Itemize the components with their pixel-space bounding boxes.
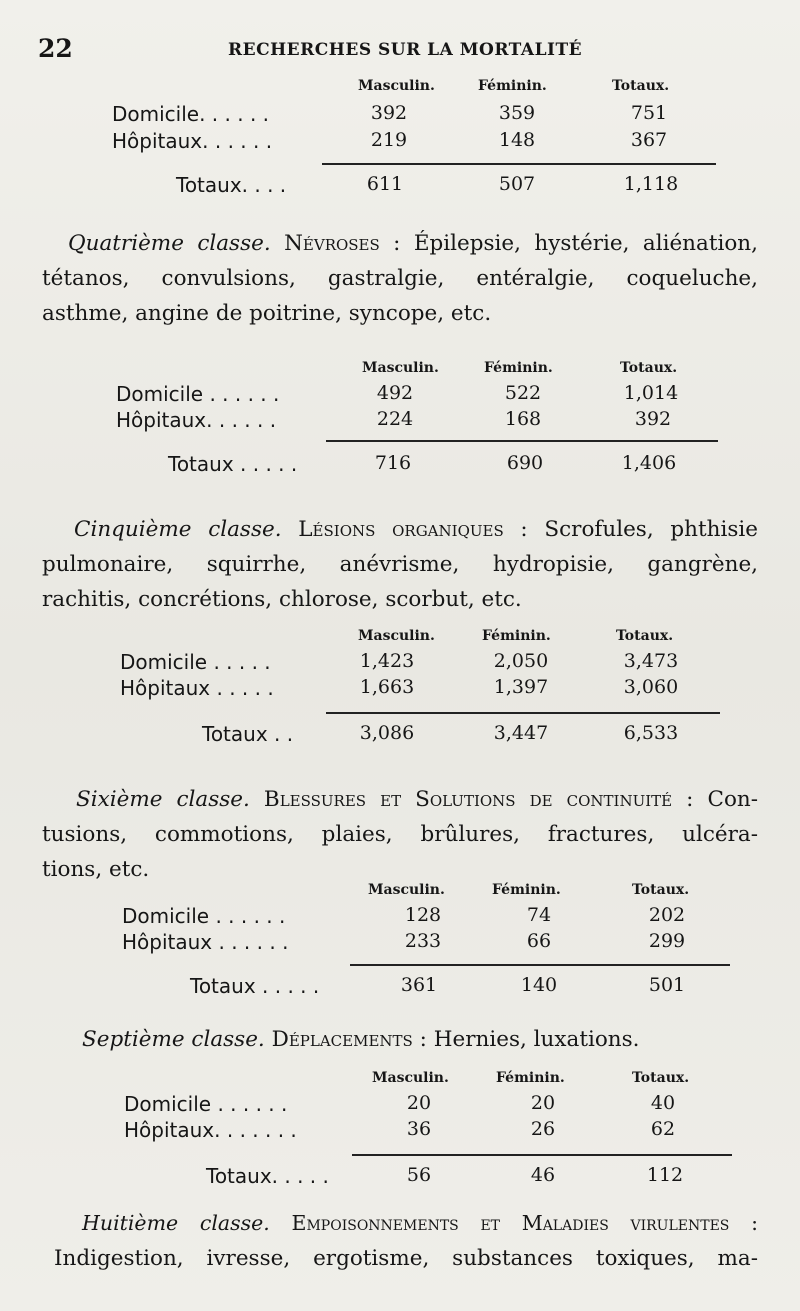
total-cell: 507 [498,173,536,195]
column-header: Masculin. [358,628,435,644]
table-cell: 299 [648,930,686,952]
total-cell: 3,086 [359,722,415,744]
column-header: Totaux. [612,78,670,94]
page-number: 22 [38,34,73,63]
running-title: RECHERCHES SUR LA MORTALITÉ [228,40,583,60]
total-cell: 6,533 [623,722,679,744]
table-cell: 148 [498,129,536,151]
total-label: Totaux. . . . [176,173,287,197]
total-cell: 56 [406,1164,432,1186]
column-header: Masculin. [372,1070,449,1086]
category-name: Lésions organiques : [298,517,528,542]
table-cell: 3,060 [623,676,679,698]
category-name: Déplacements : [271,1027,427,1052]
table-cell: 219 [370,129,408,151]
paragraph-line: asthme, angine de poitrine, syncope, etc. [42,301,492,326]
total-cell: 361 [400,974,438,996]
class-name: Huitième classe. [82,1211,270,1235]
column-header: Totaux. [632,1070,690,1086]
table-cell: 392 [370,102,408,124]
column-header: Masculin. [358,78,435,94]
class-name: Cinquième classe. [74,517,282,542]
column-header: Féminin. [492,882,561,898]
column-header: Masculin. [362,360,439,376]
paragraph-line: Épilepsie, hystérie, aliénation, [413,231,758,256]
table-cell: 36 [406,1118,432,1140]
paragraph-line: Con- [707,787,759,812]
row-label: Hôpitaux . . . . . [120,676,274,700]
paragraph-line: Hernies, luxations. [433,1027,640,1052]
table-cell: 168 [504,408,542,430]
total-label: Totaux. . . . . [206,1164,329,1188]
total-rule [326,440,718,442]
paragraph-line: pulmonaire, squirrhe, anévrisme, hydropisie, gangrène, [42,552,758,577]
column-header: Totaux. [632,882,690,898]
table-cell: 233 [404,930,442,952]
total-cell: 46 [530,1164,556,1186]
paragraph-line: Indigestion, ivresse, ergotisme, substances toxiques, ma- [54,1246,758,1271]
table-cell: 3,473 [623,650,679,672]
table-cell: 367 [630,129,668,151]
paragraph-line: Scrofules, phthisie [544,517,758,542]
paragraph-line: tions, etc. [42,857,150,882]
table-cell: 492 [376,382,414,404]
table-cell: 522 [504,382,542,404]
category-name: Empoisonnements et Maladies virulentes : [291,1211,758,1235]
total-cell: 1,118 [623,173,679,195]
class-name: Septième classe. [82,1027,265,1052]
total-cell: 611 [366,173,404,195]
table-cell: 202 [648,904,686,926]
table-cell: 62 [650,1118,676,1140]
table-cell: 751 [630,102,668,124]
total-rule [322,163,716,165]
category-name: Névroses : [284,231,401,256]
row-label: Domicile . . . . . . [116,382,280,406]
column-header: Totaux. [616,628,674,644]
row-label: Hôpitaux. . . . . . [112,129,273,153]
class-paragraph-quatrieme [42,226,758,331]
table-cell: 2,050 [493,650,549,672]
class-paragraph-sixieme [42,782,758,887]
total-cell: 112 [646,1164,684,1186]
total-cell: 3,447 [493,722,549,744]
total-cell: 690 [506,452,544,474]
table-cell: 1,663 [359,676,415,698]
table-cell: 26 [530,1118,556,1140]
total-rule [350,964,730,966]
class-name: Sixième classe. [76,787,250,812]
column-header: Masculin. [368,882,445,898]
table-cell: 66 [526,930,552,952]
total-cell: 140 [520,974,558,996]
row-label: Domicile . . . . . . [122,904,286,928]
column-header: Féminin. [496,1070,565,1086]
table-cell: 392 [634,408,672,430]
table-cell: 1,014 [623,382,679,404]
row-label: Domicile . . . . . [120,650,271,674]
table-cell: 20 [530,1092,556,1114]
row-label: Hôpitaux. . . . . . [116,408,277,432]
paragraph-line: tétanos, convulsions, gastralgie, entéralgie, coqueluche, [42,266,758,291]
paragraph-line: tusions, commotions, plaies, brûlures, fractures, ulcéra- [42,822,758,847]
total-label: Totaux . . [202,722,294,746]
class-paragraph-huitieme [42,1206,758,1276]
total-rule [326,712,720,714]
table-cell: 20 [406,1092,432,1114]
page-header [38,34,760,68]
table-cell: 359 [498,102,536,124]
table-cell: 128 [404,904,442,926]
table-cell: 224 [376,408,414,430]
total-rule [352,1154,732,1156]
column-header: Féminin. [484,360,553,376]
table-cell: 1,397 [493,676,549,698]
column-header: Totaux. [620,360,678,376]
total-label: Totaux . . . . . [190,974,320,998]
category-name: Blessures et Solutions de continuité : [263,787,694,812]
row-label: Domicile . . . . . . [124,1092,288,1116]
total-cell: 501 [648,974,686,996]
total-cell: 716 [374,452,412,474]
table-cell: 40 [650,1092,676,1114]
row-label: Hôpitaux . . . . . . [122,930,289,954]
total-cell: 1,406 [621,452,677,474]
column-header: Féminin. [482,628,551,644]
table-cell: 1,423 [359,650,415,672]
paragraph-line: rachitis, concrétions, chlorose, scorbut, etc. [42,587,522,612]
row-label: Domicile. . . . . . [112,102,270,126]
table-cell: 74 [526,904,552,926]
class-paragraph-septieme [42,1022,758,1057]
row-label: Hôpitaux. . . . . . . [124,1118,297,1142]
total-label: Totaux . . . . . [168,452,298,476]
column-header: Féminin. [478,78,547,94]
class-paragraph-cinquieme [42,512,758,617]
class-name: Quatrième classe. [68,231,271,256]
